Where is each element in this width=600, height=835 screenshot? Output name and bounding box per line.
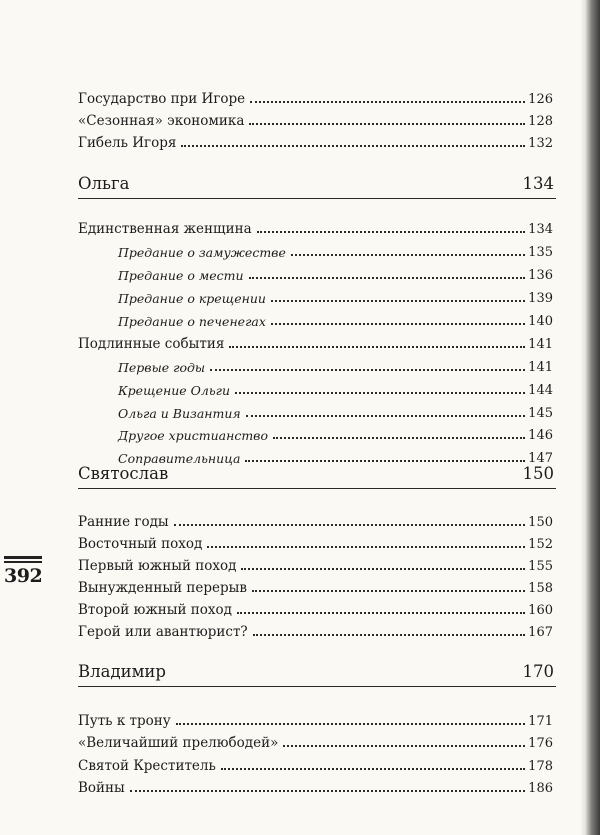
- toc-entry-title: Предание о мести: [118, 267, 244, 283]
- chapter-page: 134: [522, 173, 554, 193]
- toc-entry-krestitel[interactable]: [78, 751, 553, 773]
- chapter-heading-vladimir[interactable]: [78, 658, 554, 680]
- toc-entry-page: 178: [528, 759, 553, 774]
- page-number-rule: [4, 561, 42, 563]
- toc-entry-page: 139: [528, 291, 553, 306]
- toc-entry-page: 167: [528, 625, 553, 640]
- dot-leader: [253, 634, 525, 636]
- toc-entry-title: Ольга и Византия: [118, 405, 241, 421]
- toc-entry-title: Восточный поход: [78, 535, 203, 552]
- toc-entry-page: 141: [528, 337, 553, 352]
- toc-entry-pereryv[interactable]: [78, 573, 553, 595]
- toc-entry-title: «Величайший прелюбодей»: [78, 734, 279, 751]
- toc-entry-rannie[interactable]: [78, 507, 553, 529]
- toc-subentry-pervye-gody[interactable]: [118, 352, 553, 374]
- toc-entry-page: 158: [528, 581, 553, 596]
- chapter-rule: [78, 686, 556, 687]
- toc-entry-page: 126: [528, 92, 553, 107]
- toc-entry-page: 134: [528, 222, 553, 237]
- dot-leader: [291, 254, 525, 256]
- toc-entry-page: 147: [528, 451, 553, 466]
- toc-entry-voyny[interactable]: [78, 773, 553, 795]
- page-number: 392: [4, 565, 43, 587]
- chapter-title: Святослав: [78, 463, 169, 483]
- chapter-heading-olga[interactable]: [78, 170, 554, 192]
- toc-entry-title: Другое христианство: [118, 427, 268, 443]
- toc-subentry-kreshchenie[interactable]: [118, 283, 553, 305]
- dot-leader: [241, 568, 525, 570]
- chapter-title: Владимир: [78, 661, 166, 681]
- dot-leader: [271, 300, 525, 302]
- toc-subentry-vizantiya[interactable]: [118, 398, 553, 420]
- dot-leader: [237, 612, 525, 614]
- toc-entry-page: 152: [528, 537, 553, 552]
- toc-entry-title: Гибель Игоря: [78, 134, 177, 151]
- toc-entry-page: 136: [528, 268, 553, 283]
- toc-entry-title: Герой или авантюрист?: [78, 623, 248, 640]
- toc-entry-page: 144: [528, 383, 553, 398]
- toc-entry-title: Второй южный поход: [78, 601, 232, 618]
- toc-entry-title: Войны: [78, 779, 125, 796]
- chapter-title: Ольга: [78, 173, 130, 193]
- page-number-rule: [4, 556, 42, 559]
- dot-leader: [130, 790, 525, 792]
- dot-leader: [221, 768, 525, 770]
- page-edge: [586, 0, 600, 835]
- dot-leader: [246, 415, 525, 417]
- toc-entry-title: Единственная женщина: [78, 220, 252, 237]
- toc-subentry-kreshchenie-olgi[interactable]: [118, 375, 553, 397]
- dot-leader: [252, 590, 525, 592]
- toc-entry-vostochny[interactable]: [78, 529, 553, 551]
- toc-entry-page: 176: [528, 736, 553, 751]
- dot-leader: [257, 231, 526, 233]
- toc-subentry-mest[interactable]: [118, 260, 553, 282]
- toc-entry-title: Вынужденный перерыв: [78, 579, 247, 596]
- dot-leader: [210, 369, 525, 371]
- toc-entry-geroy[interactable]: [78, 617, 553, 639]
- toc-entry-title: Первые годы: [118, 359, 206, 375]
- toc-entry-page: 150: [528, 515, 553, 530]
- toc-subentry-zamuzhestvo[interactable]: [118, 237, 553, 259]
- toc-entry-page: 145: [528, 406, 553, 421]
- toc-entry-title: Первый южный поход: [78, 557, 237, 574]
- dot-leader: [176, 723, 525, 725]
- toc-entry-page: 135: [528, 245, 553, 260]
- toc-entry-page: 141: [528, 360, 553, 375]
- toc-entry-title: Святой Креститель: [78, 757, 216, 774]
- toc-entry-page: 132: [528, 136, 553, 151]
- toc-entry-title: Предание о крещении: [118, 290, 266, 306]
- chapter-heading-svyatoslav[interactable]: [78, 460, 554, 482]
- dot-leader: [181, 145, 525, 147]
- dot-leader: [229, 346, 525, 348]
- toc-entry-title: Путь к трону: [78, 712, 171, 729]
- dot-leader: [250, 101, 525, 103]
- toc-entry-page: 140: [528, 314, 553, 329]
- dot-leader: [273, 437, 525, 439]
- toc-entry-page: 186: [528, 781, 553, 796]
- toc-entry-title: Подлинные события: [78, 335, 225, 352]
- chapter-page: 170: [522, 661, 554, 681]
- dot-leader: [249, 123, 525, 125]
- dot-leader: [174, 524, 526, 526]
- dot-leader: [271, 323, 525, 325]
- toc-entry-gosudarstvo[interactable]: [78, 84, 553, 106]
- chapter-page: 150: [522, 463, 554, 483]
- toc-entry-page: 155: [528, 559, 553, 574]
- toc-entry-pervy-yuzhny[interactable]: [78, 551, 553, 573]
- toc-entry-put[interactable]: [78, 706, 553, 728]
- toc-entry-title: Государство при Игоре: [78, 90, 246, 107]
- toc-entry-edinstvennaya[interactable]: [78, 214, 553, 236]
- toc-entry-page: 171: [528, 714, 553, 729]
- toc-entry-title: Соправительница: [118, 450, 241, 466]
- toc-entry-gibel[interactable]: [78, 128, 553, 150]
- toc-subentry-drugoe[interactable]: [118, 420, 553, 442]
- dot-leader: [283, 745, 525, 747]
- toc-entry-vtoroy-yuzhny[interactable]: [78, 595, 553, 617]
- toc-subentry-pechenegi[interactable]: [118, 306, 553, 328]
- toc-entry-podlinnye[interactable]: [78, 329, 553, 351]
- dot-leader: [249, 277, 526, 279]
- page-number-block: [4, 556, 42, 586]
- toc-entry-page: 128: [528, 114, 553, 129]
- toc-entry-title: Ранние годы: [78, 513, 169, 530]
- toc-entry-page: 146: [528, 428, 553, 443]
- chapter-rule: [78, 488, 556, 489]
- chapter-rule: [78, 198, 556, 199]
- toc-entry-title: Крещение Ольги: [118, 382, 231, 398]
- toc-entry-title: «Сезонная» экономика: [78, 112, 245, 129]
- dot-leader: [235, 392, 525, 394]
- toc-entry-sezonnaya[interactable]: [78, 106, 553, 128]
- toc-entry-title: Предание о печенегах: [118, 313, 266, 329]
- toc-entry-prelyubodey[interactable]: [78, 728, 553, 750]
- toc-entry-page: 160: [528, 603, 553, 618]
- dot-leader: [207, 546, 525, 548]
- toc-entry-title: Предание о замужестве: [118, 244, 286, 260]
